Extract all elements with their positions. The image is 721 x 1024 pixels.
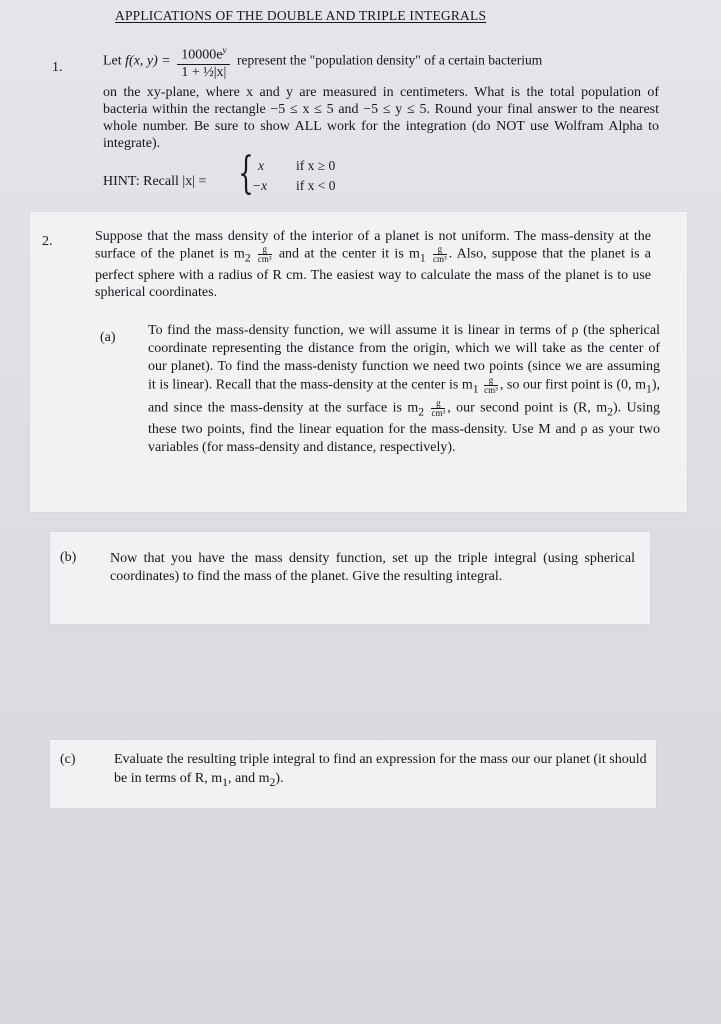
part-a-label: (a) <box>100 330 116 345</box>
fraction-numerator: $10000e^y$ <box>177 42 230 65</box>
problem-2-number: 2. <box>42 234 53 249</box>
unit-fraction: $\frac{g}{\text{cm³}}$ <box>257 244 272 264</box>
case-2-expression: −x <box>252 178 268 193</box>
part-a-text: To find the mass-density function, we will assume it is linear in terms of ρ (the spherical coordinate representing the distance from the origin, which we will take as the center of our planet). To find the mass-denisty function we need two points (since we are assuming it is linear). Recall that the mass-density at the center is $m_1$ $\frac{g}{\text{cm³}}$ , so our first point is (0, $m_1$), and since the mass-density at the surface is $m_2$ $\frac{g}{\text{cm³}}$ , our second point is (R, $m_2$). Using these two points, find the linear equation for the mass-density. Use M and ρ as your two variables (for mass-density and distance, respectively). <box>148 323 660 456</box>
let-word: Let <box>103 53 122 69</box>
function-label: f(x, y) = <box>125 53 171 69</box>
part-b-text: Now that you have the mass density function, set up the triple integral (using spherical coordinates) to find the mass of the planet. Give the resulting integral. <box>110 551 635 584</box>
unit-fraction: $\frac{g}{\text{cm³}}$ <box>431 397 446 418</box>
problem-2-intro: Suppose that the mass density of the interior of a planet is not uniform. The mass-density at the surface of the planet is $m_2$ $\frac{g}{\text{cm³}}$ and at the center it is $m_1$ $\frac{g}{\text{cm³}}$ . Also, suppose that the planet is a perfect sphere with a radius of R cm. The easiest way to calculate the mass of the planet is to use spherical coordinates. <box>95 229 652 300</box>
problem-1-number: 1. <box>52 60 63 75</box>
case-1-expression: x <box>258 158 264 173</box>
problem-1-first-line <box>103 42 663 81</box>
density-fraction <box>177 42 230 81</box>
fraction-denominator: 1 + ½|x| <box>181 64 227 80</box>
piecewise-brace-icon: { <box>238 148 254 199</box>
part-b-label: (b) <box>60 550 77 565</box>
page-title: APPLICATIONS OF THE DOUBLE AND TRIPLE INTEGRALS <box>115 8 487 23</box>
problem-1-body: on the xy-plane, where x and y are measured in centimeters. What is the total population of bacteria within the rectangle −5 ≤ x ≤ 5 and −5 ≤ y ≤ 5. Round your final answer to the nearest whole number. Be sure to show ALL work for the integration (do NOT use Wolfram Alpha to integrate). <box>103 85 659 151</box>
part-c-label: (c) <box>60 752 76 767</box>
hint-label: HINT: Recall |x| = <box>103 174 207 189</box>
part-c-text: Evaluate the resulting triple integral to find an expression for the mass our our planet (it should be in terms of R, $m_1$, and $m_2$). <box>114 752 647 789</box>
problem-1-line1-tail: represent the "population density" of a certain bacterium <box>236 52 543 68</box>
unit-fraction: $\frac{g}{\text{cm³}}$ <box>432 244 447 264</box>
case-2-condition: if x < 0 <box>296 178 336 193</box>
case-1-condition: if x ≥ 0 <box>296 158 336 173</box>
unit-fraction: $\frac{g}{\text{cm³}}$ <box>484 375 498 395</box>
